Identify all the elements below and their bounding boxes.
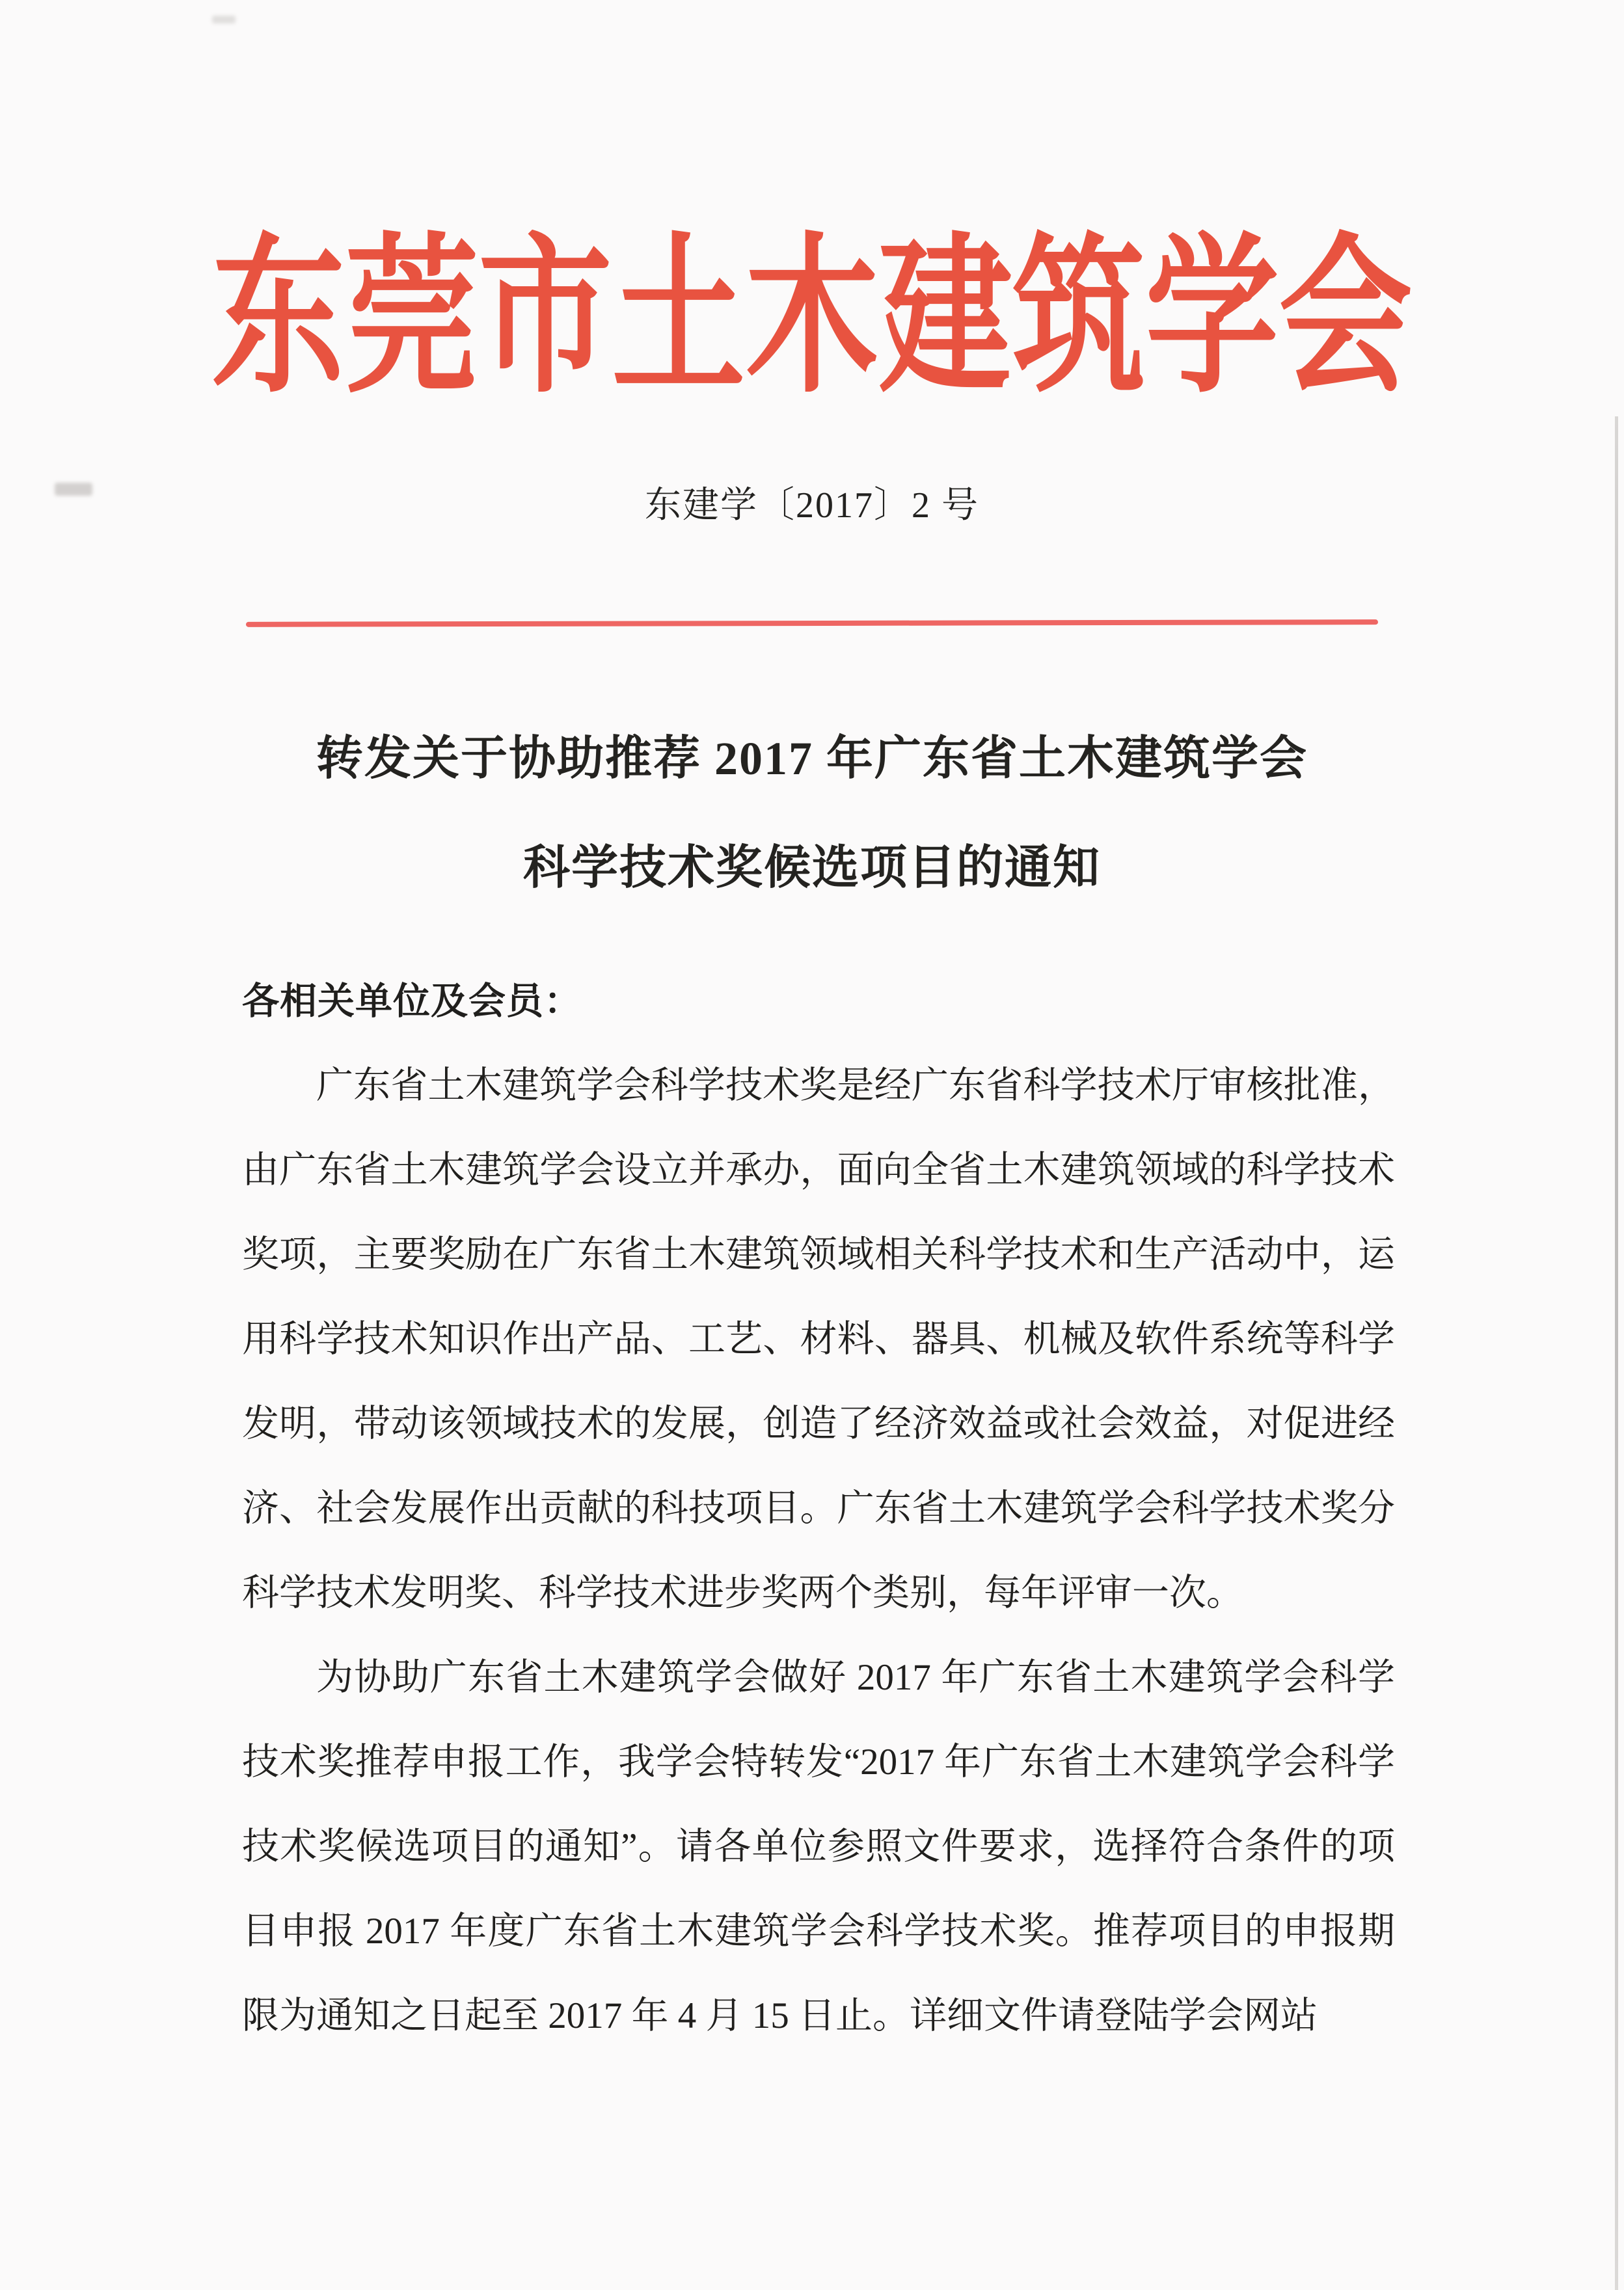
scan-artifact-right-streak — [1615, 416, 1618, 2290]
paragraph-2: 为协助广东省土木建筑学会做好 2017 年广东省土木建筑学会科学技术奖推荐申报工作，我学会特转发“2017 年广东省土木建筑学会科学技术奖候选项目的通知”。请各单位参照文件要求，选择符合条件的项目申报 2017 年度广东省土木建筑学会科学技术奖。推荐项目的申报期限为通知之日起至 2017 年 4 月 15 日止。详细文件请登陆学会网站 — [242, 1657, 1395, 2036]
paragraph-1: 广东省土木建筑学会科学技术奖是经广东省科学技术厅审核批准，由广东省土木建筑学会设立并承办，面向全省土木建筑领域的科学技术奖项，主要奖励在广东省土木建筑领域相关科学技术和生产活动中，运用科学技术知识作出产品、工艺、材料、器具、机械及软件系统等科学发明，带动该领域技术的发展，创造了经济效益或社会效益，对促进经济、社会发展作出贡献的科技项目。广东省土木建筑学会科学技术奖分科学技术发明奖、科学技术进步奖两个类别，每年评审一次。 — [242, 1065, 1395, 1613]
doc-reference-number: 东建学〔2017〕2 号 — [645, 485, 979, 526]
notice-title-line1: 转发关于协助推荐 2017 年广东省土木建筑学会 — [316, 733, 1308, 785]
notice-body — [242, 959, 1395, 2058]
scan-artifact-smudge — [55, 483, 92, 496]
notice-title — [0, 704, 1624, 923]
scan-artifact-smudge — [212, 16, 236, 23]
red-divider-line — [246, 619, 1378, 627]
org-masthead-title: 东莞市土木建筑学会 — [211, 224, 1413, 414]
notice-title-line2: 科学技术奖候选项目的通知 — [522, 842, 1101, 894]
salutation: 各相关单位及会员： — [242, 980, 582, 1022]
